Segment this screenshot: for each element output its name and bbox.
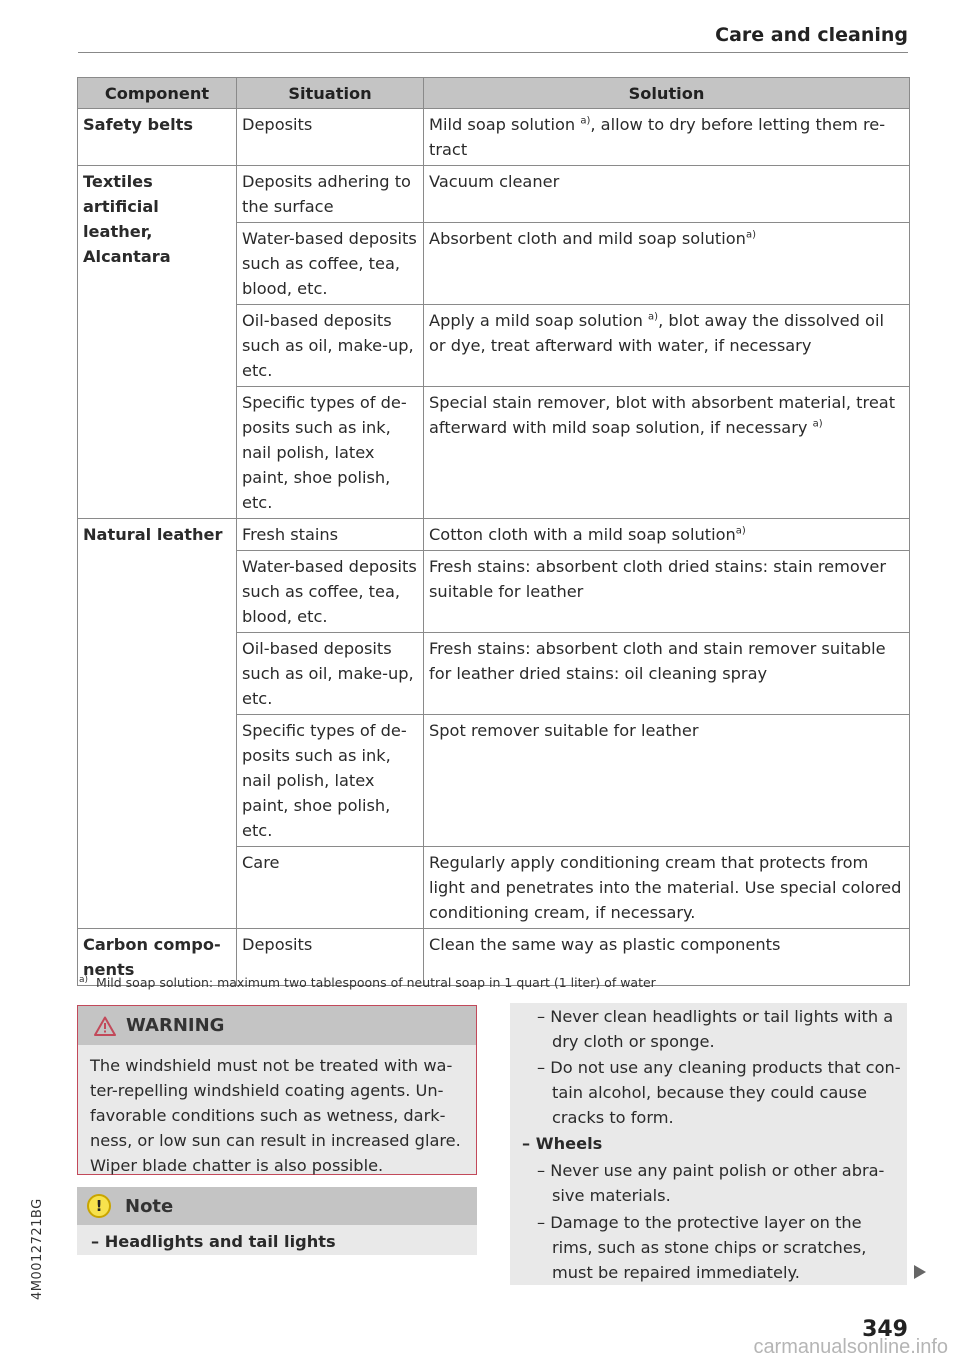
table-header-row xyxy=(78,78,910,109)
solution-text-continued: , allow to dry before letting them re-tract xyxy=(429,115,886,159)
list-item: – Do not use any cleaning products that con- xyxy=(537,1058,901,1077)
watermark: carmanualsonline.info xyxy=(753,1336,948,1358)
column-header: Component xyxy=(78,78,237,109)
column-header: Situation xyxy=(237,78,424,109)
footnote-text: Mild soap solution: maximum two tablespoons of neutral soap in 1 quart (1 liter) of water xyxy=(96,975,656,991)
situation-cell: Deposits adhering to the surface xyxy=(237,166,424,223)
table-row xyxy=(78,109,910,166)
solution-cell: Vacuum cleaner xyxy=(424,166,910,223)
warning-line: The windshield must not be treated with wa- xyxy=(90,1056,453,1075)
solution-text: Apply a mild soap solution xyxy=(429,311,643,330)
note-continuation-box xyxy=(510,1003,907,1285)
continue-arrow-icon xyxy=(914,1265,926,1279)
table-row xyxy=(78,166,910,223)
table-row xyxy=(78,519,910,551)
component-cell: Textiles artificial leather, Alcantara xyxy=(78,166,237,519)
warning-triangle-icon xyxy=(94,1016,116,1036)
page-header-title: Care and cleaning xyxy=(715,24,908,46)
document-code: 4M0012721BG xyxy=(30,1198,45,1300)
footnote-ref: a) xyxy=(580,115,591,127)
situation-cell: Oil-based deposits such as oil, make-up, etc. xyxy=(237,633,424,715)
footnote-marker: a) xyxy=(79,975,89,985)
list-item: – Damage to the protective layer on the xyxy=(537,1213,862,1232)
warning-line: favorable conditions such as wetness, dark- xyxy=(90,1106,446,1125)
note-exclamation-icon: ! xyxy=(87,1194,111,1218)
table-footnote xyxy=(79,975,656,990)
footnote-ref: a) xyxy=(735,525,746,537)
list-item: sive materials. xyxy=(552,1186,671,1205)
warning-header xyxy=(78,1006,476,1045)
solution-text-continued: , blot away the dissolved oil or dye, treat afterward with water, if necessary xyxy=(429,311,884,355)
warning-text xyxy=(78,1045,476,1178)
note-box xyxy=(77,1187,477,1255)
header-rule xyxy=(78,52,908,53)
solution-cell: Fresh stains: absorbent cloth and stain remover suitable for leather dried stains: oil cleaning spray xyxy=(424,633,910,715)
situation-cell: Specific types of de-posits such as ink, nail polish, latex paint, shoe polish, etc. xyxy=(237,715,424,847)
note-title: Note xyxy=(125,1195,174,1217)
solution-cell xyxy=(424,387,910,519)
warning-box xyxy=(77,1005,477,1175)
solution-cell: Clean the same way as plastic components xyxy=(424,929,910,986)
solution-text: Absorbent cloth and mild soap solution xyxy=(429,229,746,248)
footnote-ref: a) xyxy=(812,418,823,430)
solution-text: Cotton cloth with a mild soap solution xyxy=(429,525,736,544)
footnote-ref: a) xyxy=(648,311,659,323)
list-item: tain alcohol, because they could cause xyxy=(552,1083,867,1102)
component-cell: Carbon compo-nents xyxy=(78,929,237,986)
solution-text: Special stain remover, blot with absorbent material, treat afterward with mild soap solution, if necessary xyxy=(429,393,896,437)
page-number: 349 xyxy=(862,1317,908,1342)
column-header: Solution xyxy=(424,78,910,109)
warning-line: ter-repelling windshield coating agents. Un- xyxy=(90,1081,444,1100)
situation-cell: Water-based deposits such as coffee, tea, blood, etc. xyxy=(237,223,424,305)
situation-cell: Water-based deposits such as coffee, tea, blood, etc. xyxy=(237,551,424,633)
warning-line: ness, or low sun can result in increased glare. xyxy=(90,1131,461,1150)
solution-cell xyxy=(424,109,910,166)
note-item: – Headlights and tail lights xyxy=(91,1232,336,1251)
solution-cell: Spot remover suitable for leather xyxy=(424,715,910,847)
situation-cell: Care xyxy=(237,847,424,929)
list-item: rims, such as stone chips or scratches, xyxy=(552,1238,867,1257)
warning-title: WARNING xyxy=(126,1015,225,1036)
list-item: must be repaired immediately. xyxy=(552,1263,800,1282)
solution-cell xyxy=(424,305,910,387)
list-item: cracks to form. xyxy=(552,1108,674,1127)
situation-cell: Oil-based deposits such as oil, make-up, etc. xyxy=(237,305,424,387)
care-table xyxy=(77,77,910,986)
component-cell: Natural leather xyxy=(78,519,237,929)
note-header xyxy=(77,1187,477,1225)
list-item: – Never clean headlights or tail lights with a xyxy=(537,1007,894,1026)
list-item: dry cloth or sponge. xyxy=(552,1032,715,1051)
solution-cell: Fresh stains: absorbent cloth dried stains: stain remover suitable for leather xyxy=(424,551,910,633)
component-cell: Safety belts xyxy=(78,109,237,166)
footnote-ref: a) xyxy=(745,229,756,241)
solution-text: Mild soap solution xyxy=(429,115,576,134)
warning-line: Wiper blade chatter is also possible. xyxy=(90,1156,384,1175)
list-item: – Never use any paint polish or other abra- xyxy=(537,1161,885,1180)
solution-cell xyxy=(424,519,910,551)
situation-cell: Deposits xyxy=(237,929,424,986)
list-item: – Wheels xyxy=(522,1134,603,1153)
situation-cell: Fresh stains xyxy=(237,519,424,551)
situation-cell: Specific types of de-posits such as ink, nail polish, latex paint, shoe polish, etc. xyxy=(237,387,424,519)
solution-cell xyxy=(424,223,910,305)
situation-cell: Deposits xyxy=(237,109,424,166)
solution-cell: Regularly apply conditioning cream that protects from light and penetrates into the material. Use special colored conditioning cream, if necessary. xyxy=(424,847,910,929)
